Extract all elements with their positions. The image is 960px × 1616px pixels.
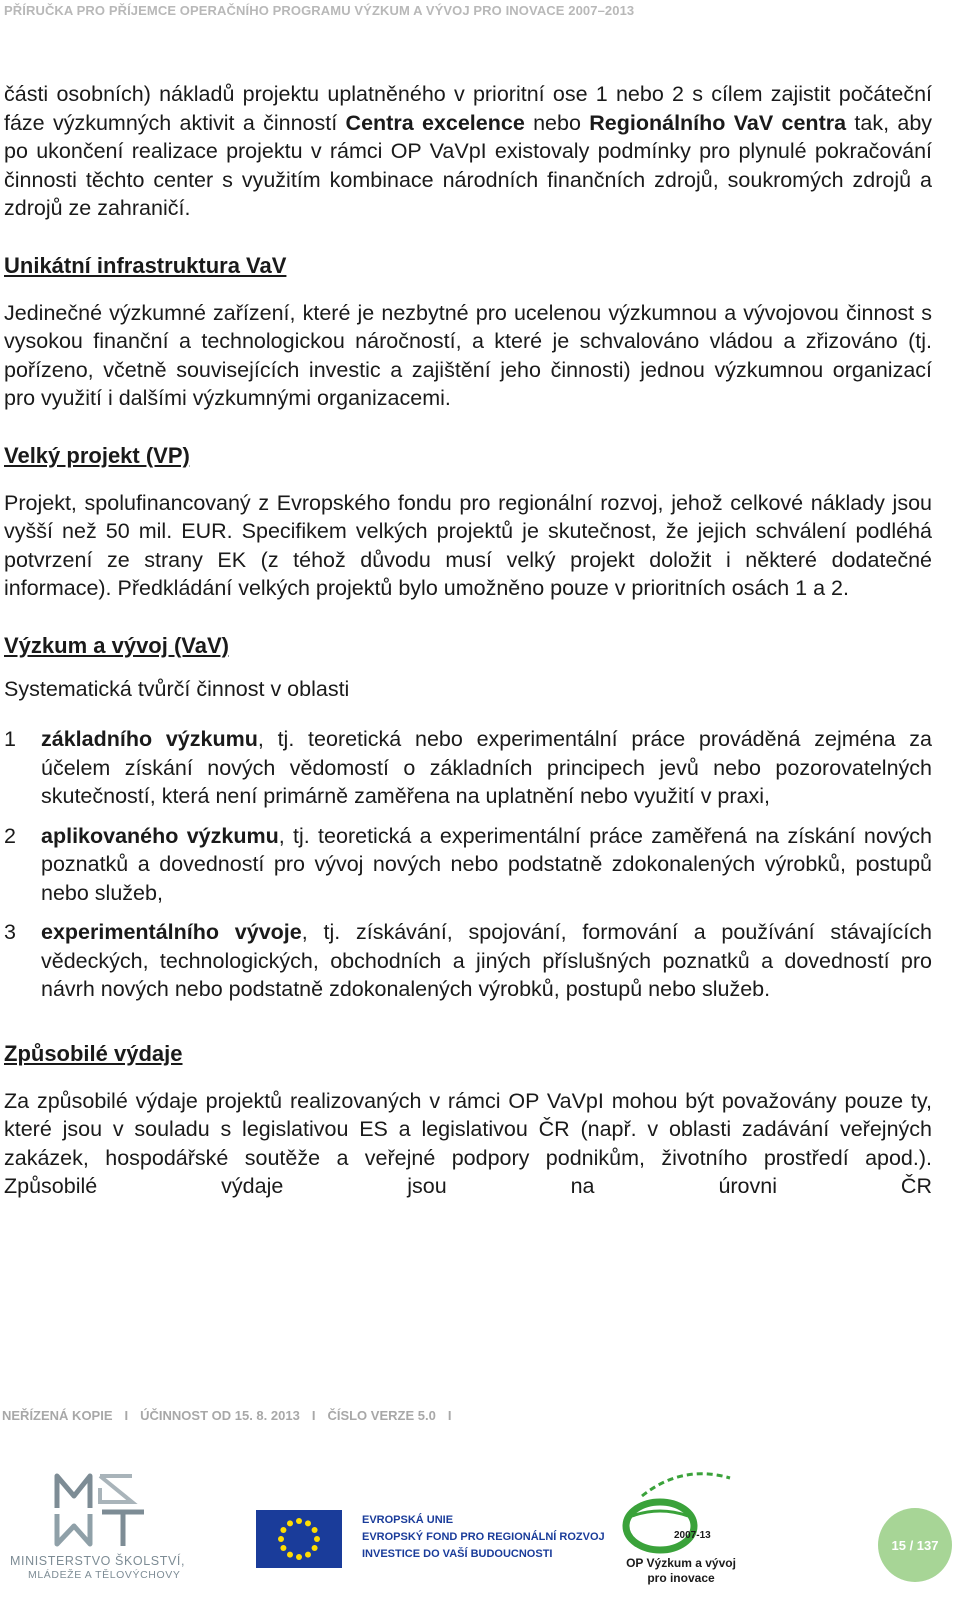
section-heading-vav: Výzkum a vývoj (VaV)	[4, 632, 229, 658]
footer-logos	[0, 1468, 960, 1608]
bold-term: Centra excelence	[345, 110, 525, 135]
page-content	[4, 80, 932, 1201]
msmt-mark-icon	[52, 1468, 152, 1548]
page-number-badge: 15 / 137	[878, 1508, 952, 1582]
section-heading-vp: Velký projekt (VP)	[4, 442, 190, 468]
section-heading-vydaje: Způsobilé výdaje	[4, 1040, 183, 1066]
section-text-vydaje: Za způsobilé výdaje projektů realizovaných v rámci OP VaVpI mohou být považovány pouze ty, které jsou v souladu s legislativou ES a legislativou ČR (např. v oblasti zadávání veřejných zakázek, hospodářské soutěže a veřejné podpory podnikům, životního prostředí apod.). Způsobilé výdaje jsou na úrovni ČR	[4, 1088, 932, 1198]
section-heading-infra: Unikátní infrastruktura VaV	[4, 252, 287, 278]
bold-term: Regionálního VaV centra	[589, 110, 847, 135]
svg-text:2007-13: 2007-13	[674, 1530, 711, 1541]
section-intro-vav: Systematická tvůrčí činnost v oblasti	[4, 676, 350, 701]
intro-paragraph: části osobních) nákladů projektu uplatněného v prioritní ose 1 nebo 2 s cílem zajistit počáteční fáze výzkumných aktivit a činností Centra excelence nebo Regionálního VaV centra tak, aby po ukončení realizace projektu v rámci OP VaVpI existovaly podmínky pro plynulé pokračování činnosti těchto center s využitím kombinace národních finančních zdrojů, soukromých zdrojů a zdrojů ze zahraničí.	[4, 82, 933, 220]
list-item: 2 aplikovaného výzkumu, tj. teoretická a experimentální práce zaměřená na získání nových poznatků a dovedností pro vývoj nových nebo podstatně zdokonalených výrobků, postupů nebo služeb,	[4, 823, 932, 905]
list-item: 3 experimentálního vývoje, tj. získávání, spojování, formování a používání stávajících vědeckých, technologických, obchodních a jiných příslušných poznatků a dovedností pro návrh nových nebo podstatně zdokonalených výrobků, postupů nebo služeb.	[4, 920, 932, 1001]
eu-flag-icon	[256, 1510, 342, 1568]
section-text-vp: Projekt, spolufinancovaný z Evropského fondu pro regionální rozvoj, jehož celkové náklady jsou vyšší než 50 mil. EUR. Specifikem velkých projektů je skutečnost, že jejich schválení podléhá potvrzení ze strany EK (z téhož důvodu musí velký projekt doložit i některé dodatečné informace). Předkládání velkých projektů bylo umožněno pouze v prioritních osách 1 a 2.	[4, 490, 932, 600]
page-header: PŘÍRUČKA PRO PŘÍJEMCE OPERAČNÍHO PROGRAMU VÝZKUM A VÝVOJ PRO INOVACE 2007–2013	[4, 3, 635, 18]
list-item: 1 základního výzkumu, tj. teoretická nebo experimentální práce prováděná zejména za účelem získání nových vědomostí o základních principech jevů nebo pozorovatelných skutečností, která není primárně zaměřena na uplatnění nebo využití v praxi,	[4, 727, 932, 808]
op-globe-icon	[612, 1468, 752, 1558]
op-vavpi-logo: 2007-13 OP Výzkum a vývoj pro inovace	[612, 1468, 772, 1598]
section-text-infra: Jedinečné výzkumné zařízení, které je nezbytné pro ucelenou výzkumnou a vývojovou činnost s vysokou finanční a technologickou náročností, a které je schvalováno vládou a zřizováno (tj. pořízeno, včetně souvisejících investic a zajištění jeho činnosti) jednou výzkumnou organizací pro využití i dalšími výzkumnými organizacemi.	[4, 300, 932, 410]
footer-info: NEŘÍZENÁ KOPIE I ÚČINNOST OD 15. 8. 2013 I ČÍSLO VERZE 5.0 I	[2, 1408, 452, 1423]
msmt-logo: MINISTERSTVO ŠKOLSTVÍ, MLÁDEŽE A TĚLOVÝCHOVY	[6, 1468, 186, 1588]
eu-logo: EVROPSKÁ UNIE EVROPSKÝ FOND PRO REGIONÁLNÍ ROZVOJ INVESTICE DO VAŠÍ BUDOUCNOSTI	[256, 1510, 556, 1570]
